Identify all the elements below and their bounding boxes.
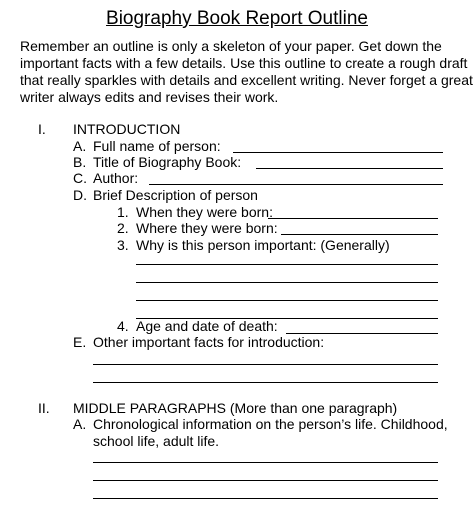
- item-letter: C.: [73, 170, 87, 186]
- item-author-label: Author:: [93, 170, 139, 186]
- chronology-answer-line[interactable]: [93, 480, 438, 481]
- section-numeral: I.: [38, 121, 46, 137]
- page-title: Biography Book Report Outline: [106, 8, 368, 29]
- item-letter: D.: [73, 187, 87, 203]
- other-facts-answer-line[interactable]: [93, 364, 438, 365]
- book-title-answer-line[interactable]: [256, 168, 443, 169]
- subitem-born-when-label: When they were born:: [136, 204, 273, 220]
- subitem-born-where-label: Where they were born:: [136, 220, 278, 236]
- section-numeral: II.: [38, 400, 50, 416]
- born-where-answer-line[interactable]: [281, 234, 438, 235]
- chronology-answer-line[interactable]: [93, 498, 438, 499]
- importance-answer-line[interactable]: [136, 282, 438, 283]
- subitem-number: 3.: [117, 237, 129, 253]
- intro-line: important facts with a few details. Use this outline to create a rough draft: [20, 55, 468, 71]
- item-book-title-label: Title of Biography Book:: [93, 154, 242, 170]
- item-letter: A.: [73, 138, 87, 154]
- other-facts-answer-line[interactable]: [93, 382, 438, 383]
- born-when-answer-line[interactable]: [268, 218, 438, 219]
- item-full-name-label: Full name of person:: [93, 138, 221, 154]
- item-letter: A.: [73, 416, 87, 432]
- item-chronology-label: Chronological information on the person’s life. Childhood,: [93, 416, 448, 432]
- intro-line: writer always edits and revises their work.: [20, 89, 279, 105]
- author-answer-line[interactable]: [149, 184, 443, 185]
- full-name-answer-line[interactable]: [233, 152, 443, 153]
- item-letter: B.: [73, 154, 87, 170]
- subitem-number: 2.: [117, 220, 129, 236]
- section-heading: MIDDLE PARAGRAPHS (More than one paragraph): [73, 400, 398, 416]
- subitem-importance-label: Why is this person important: (Generally): [136, 237, 390, 253]
- chronology-answer-line[interactable]: [93, 462, 438, 463]
- importance-answer-line[interactable]: [136, 264, 438, 265]
- item-chronology-label: school life, adult life.: [93, 433, 220, 449]
- importance-answer-line[interactable]: [136, 300, 438, 301]
- item-letter: E.: [73, 334, 87, 350]
- intro-line: Remember an outline is only a skeleton of your paper. Get down the: [20, 38, 442, 54]
- section-heading: INTRODUCTION: [73, 121, 181, 137]
- intro-line: that really sparkles with details and excellent writing. Never forget a great: [20, 72, 473, 88]
- subitem-death-label: Age and date of death:: [136, 318, 278, 334]
- item-description-label: Brief Description of person: [93, 187, 258, 203]
- subitem-number: 4.: [117, 318, 129, 334]
- subitem-number: 1.: [117, 204, 129, 220]
- item-other-facts-label: Other important facts for introduction:: [93, 334, 325, 350]
